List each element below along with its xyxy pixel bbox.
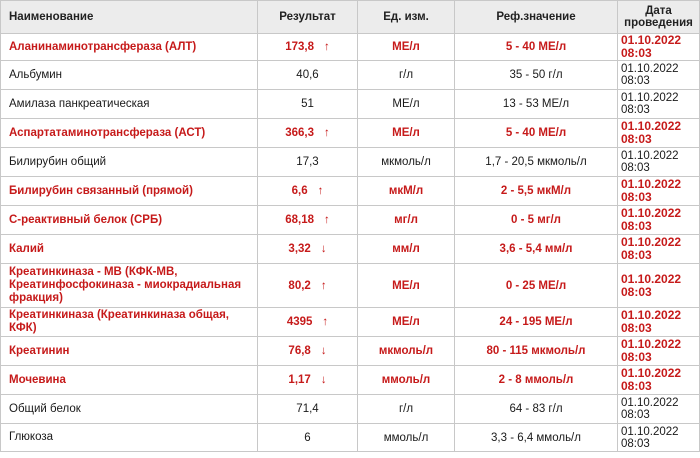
test-date: 01.10.2022 [621, 206, 682, 220]
reference-range: 0 - 25 МЕ/л [455, 264, 618, 308]
header-ref[interactable]: Реф.значение [455, 1, 618, 34]
arrow-up-icon: ↑ [322, 316, 329, 328]
table-header-row [1, 1, 700, 34]
arrow-down-icon: ↓ [320, 374, 327, 386]
table-row [1, 61, 700, 90]
test-date: 01.10.2022 [621, 177, 682, 191]
table-row [1, 264, 700, 308]
test-date: 01.10.2022 [621, 366, 682, 380]
test-time: 08:03 [621, 437, 650, 450]
table-row [1, 424, 700, 452]
test-time: 08:03 [621, 162, 650, 174]
reference-range: 5 - 40 МЕ/л [455, 119, 618, 148]
unit-cell: мкмоль/л [358, 337, 455, 366]
test-time: 08:03 [621, 321, 652, 335]
test-date: 01.10.2022 [621, 308, 682, 322]
unit-cell: мкмоль/л [358, 148, 455, 177]
date-cell [618, 395, 700, 424]
test-date: 01.10.2022 [621, 63, 679, 75]
test-date: 01.10.2022 [621, 425, 679, 438]
unit-cell: ммоль/л [358, 366, 455, 395]
result-value: 68,18 [285, 214, 315, 226]
date-cell [618, 264, 700, 308]
test-name: Билирубин общий [1, 148, 258, 177]
date-cell [618, 337, 700, 366]
result-value: 1,17 [288, 374, 311, 386]
date-cell [618, 34, 700, 61]
result-cell [258, 308, 358, 337]
date-cell [618, 148, 700, 177]
date-cell [618, 424, 700, 452]
test-date: 01.10.2022 [621, 92, 679, 104]
result-value: 6 [304, 431, 311, 444]
reference-range: 1,7 - 20,5 мкмоль/л [455, 148, 618, 177]
test-date: 01.10.2022 [621, 150, 679, 162]
test-time: 08:03 [621, 46, 652, 60]
test-date: 01.10.2022 [621, 119, 682, 133]
result-value: 6,6 [291, 185, 308, 197]
result-cell [258, 34, 358, 61]
result-value: 76,8 [288, 345, 311, 357]
test-name: Креатинкиназа (Креатинкиназа общая, КФК) [1, 308, 258, 337]
test-time: 08:03 [621, 219, 652, 233]
result-cell [258, 235, 358, 264]
table-row [1, 34, 700, 61]
test-time: 08:03 [621, 379, 652, 393]
result-value: 51 [301, 98, 314, 110]
result-value: 366,3 [285, 127, 315, 139]
unit-cell: ммоль/л [358, 424, 455, 452]
unit-cell: г/л [358, 61, 455, 90]
header-result[interactable]: Результат [258, 1, 358, 34]
arrow-up-icon: ↑ [324, 41, 330, 53]
arrow-down-icon: ↓ [320, 345, 327, 357]
test-time: 08:03 [621, 248, 652, 262]
reference-range: 2 - 8 ммоль/л [455, 366, 618, 395]
arrow-up-icon: ↑ [324, 214, 330, 226]
test-time: 08:03 [621, 104, 650, 116]
result-value: 17,3 [296, 156, 319, 168]
date-cell [618, 366, 700, 395]
unit-cell: МЕ/л [358, 119, 455, 148]
result-cell [258, 61, 358, 90]
unit-cell: мкМ/л [358, 177, 455, 206]
test-time: 08:03 [621, 284, 652, 299]
test-name: Калий [1, 235, 258, 264]
table-row [1, 366, 700, 395]
reference-range: 64 - 83 г/л [455, 395, 618, 424]
test-name: Альбумин [1, 61, 258, 90]
unit-cell: МЕ/л [358, 308, 455, 337]
reference-range: 35 - 50 г/л [455, 61, 618, 90]
test-time: 08:03 [621, 75, 650, 87]
test-time: 08:03 [621, 350, 652, 364]
date-cell [618, 90, 700, 119]
date-cell [618, 235, 700, 264]
result-cell [258, 177, 358, 206]
unit-cell: г/л [358, 395, 455, 424]
date-cell [618, 206, 700, 235]
result-cell [258, 90, 358, 119]
unit-cell: мг/л [358, 206, 455, 235]
table-row [1, 308, 700, 337]
table-row [1, 206, 700, 235]
test-date: 01.10.2022 [621, 271, 682, 286]
test-date: 01.10.2022 [621, 337, 682, 351]
test-time: 08:03 [621, 190, 652, 204]
reference-range: 0 - 5 мг/л [455, 206, 618, 235]
test-name: Амилаза панкреатическая [1, 90, 258, 119]
table-row [1, 337, 700, 366]
test-name: Креатинкиназа - МВ (КФК-МВ, Креатинфосфокиназа - миокрадиальная фракция) [1, 264, 258, 308]
arrow-up-icon: ↑ [324, 127, 330, 139]
result-cell [258, 424, 358, 452]
table-row [1, 235, 700, 264]
test-name: Глюкоза [1, 424, 258, 452]
unit-cell: МЕ/л [358, 90, 455, 119]
reference-range: 80 - 115 мкмоль/л [455, 337, 618, 366]
test-date: 01.10.2022 [621, 397, 679, 409]
test-date: 01.10.2022 [621, 33, 682, 47]
result-value: 3,32 [288, 243, 311, 255]
result-cell [258, 206, 358, 235]
result-cell [258, 148, 358, 177]
unit-cell: МЕ/л [358, 34, 455, 61]
result-value: 80,2 [288, 279, 311, 292]
test-name: Аланинаминотрансфераза (АЛТ) [1, 34, 258, 61]
test-name: С-реактивный белок (СРБ) [1, 206, 258, 235]
date-cell [618, 177, 700, 206]
result-cell [258, 119, 358, 148]
reference-range: 24 - 195 МЕ/л [455, 308, 618, 337]
unit-cell: мм/л [358, 235, 455, 264]
test-name: Билирубин связанный (прямой) [1, 177, 258, 206]
result-cell [258, 366, 358, 395]
test-name: Общий белок [1, 395, 258, 424]
result-value: 173,8 [285, 41, 315, 53]
table-row [1, 148, 700, 177]
result-value: 40,6 [296, 69, 319, 81]
test-name: Креатинин [1, 337, 258, 366]
date-cell [618, 119, 700, 148]
unit-cell: МЕ/л [358, 264, 455, 308]
table-body [1, 34, 700, 452]
reference-range: 3,6 - 5,4 мм/л [455, 235, 618, 264]
reference-range: 3,3 - 6,4 ммоль/л [455, 424, 618, 452]
table-row [1, 90, 700, 119]
test-time: 08:03 [621, 132, 652, 146]
test-time: 08:03 [621, 409, 650, 421]
arrow-up-icon: ↑ [320, 279, 327, 292]
reference-range: 2 - 5,5 мкМ/л [455, 177, 618, 206]
reference-range: 13 - 53 МЕ/л [455, 90, 618, 119]
result-cell [258, 337, 358, 366]
result-cell [258, 395, 358, 424]
date-cell [618, 61, 700, 90]
header-unit[interactable]: Ед. изм. [358, 1, 455, 34]
arrow-down-icon: ↓ [320, 243, 327, 255]
table-row [1, 119, 700, 148]
result-value: 4395 [286, 316, 313, 328]
date-cell [618, 308, 700, 337]
result-value: 71,4 [296, 403, 319, 415]
result-cell [258, 264, 358, 308]
header-date[interactable]: Дата проведения [618, 1, 700, 34]
test-name: Мочевина [1, 366, 258, 395]
header-name[interactable]: Наименование [1, 1, 258, 34]
reference-range: 5 - 40 МЕ/л [455, 34, 618, 61]
test-name: Аспартатаминотрансфераза (АСТ) [1, 119, 258, 148]
arrow-up-icon: ↑ [317, 185, 324, 197]
table-row [1, 177, 700, 206]
test-date: 01.10.2022 [621, 235, 682, 249]
table-row [1, 395, 700, 424]
